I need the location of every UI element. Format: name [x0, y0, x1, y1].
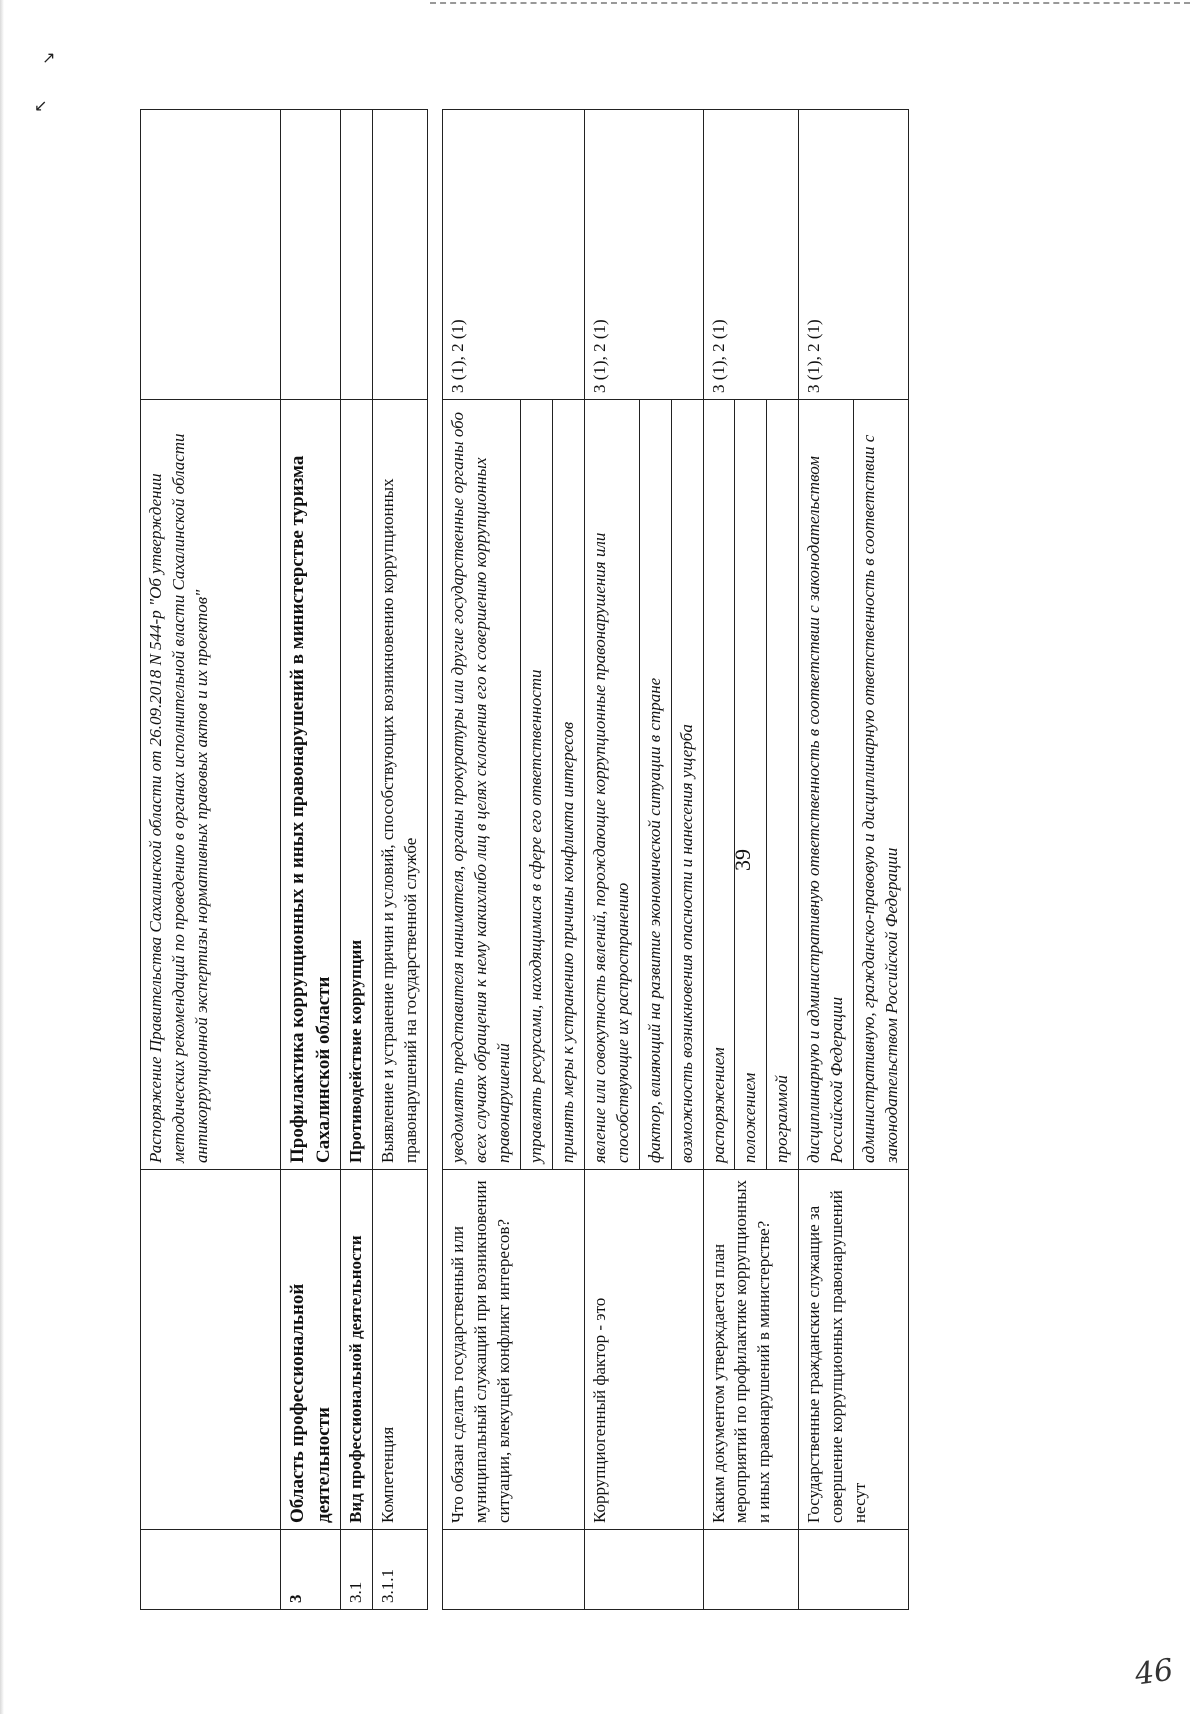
cell-kind-label: Вид профессиональной деятельности — [341, 1170, 373, 1530]
cell-area-value: Профилактика коррупционных и иных правонарушений в министерстве туризма Сахалинской области — [281, 400, 341, 1170]
question-text: Каким документом утверждается план мероприятий по профилактике коррупционных и иных правонарушений в министерстве? — [703, 1170, 799, 1530]
table-row-competence — [373, 110, 428, 1610]
cell-number: 3.1 — [341, 1530, 373, 1610]
scan-top-line — [430, 2, 1190, 4]
answer-option: уведомлять представителя нанимателя, органы прокуратуры или другие государственные органы обо всех случаях обращения к нему какихлибо лиц в целях склонения его к совершению коррупционных правонарушений — [443, 400, 521, 1170]
cell-competence-label: Компетенция — [373, 1170, 428, 1530]
cell-score — [341, 110, 373, 400]
answer-option: фактор, влияющий на развитие экономической ситуации в стране — [639, 400, 671, 1170]
scan-left-edge — [0, 0, 4, 1714]
cell-number — [799, 1530, 909, 1610]
answer-option: управлять ресурсами, находящимися в сфере его ответственности — [520, 400, 552, 1170]
question-score: 3 (1), 2 (1) — [443, 110, 585, 400]
question-row — [703, 110, 735, 1610]
cell-number — [703, 1530, 799, 1610]
question-text: Государственные гражданские служащие за совершение коррупционных правонарушений несут — [799, 1170, 909, 1530]
answer-option: дисциплинарную и административную ответственность в соответствии с законодательством Российской Федерации — [799, 400, 854, 1170]
answer-option: возможность возникновения опасности и нанесения ущерба — [671, 400, 703, 1170]
question-text: Коррупциогенный фактор - это — [584, 1170, 703, 1530]
question-row — [799, 110, 854, 1610]
question-row — [443, 110, 521, 1610]
table-row-area — [281, 110, 341, 1610]
cell-score — [281, 110, 341, 400]
rotated-page — [140, 110, 1130, 1610]
question-score: 3 (1), 2 (1) — [703, 110, 799, 400]
table-row-header — [141, 110, 281, 1610]
cell-kind-value: Противодействие коррупции — [341, 400, 373, 1170]
cell-number: 3 — [281, 1530, 341, 1610]
answer-option: явление или совокупность явлений, порождающие коррупционные правонарушения или способствующие их распространению — [584, 400, 639, 1170]
table-row-kind — [341, 110, 373, 1610]
cell-number — [443, 1530, 585, 1610]
question-text: Что обязан сделать государственный или муниципальный служащий при возникновении ситуации, влекущей конфликт интересов? — [443, 1170, 585, 1530]
answer-option: принять меры к устранению причины конфликта интересов — [552, 400, 584, 1170]
answer-option: административную, гражданско-правовую и дисциплинарную ответственность в соответствии с законодательством Российской Федерации — [854, 400, 909, 1170]
cell-number — [141, 1530, 281, 1610]
question-row — [584, 110, 639, 1610]
page-number: 39 — [730, 849, 755, 871]
cell-number — [584, 1530, 703, 1610]
scan-mark: ↙ — [34, 96, 48, 115]
cell-source-document: Распоряжение Правительства Сахалинской области от 26.09.2018 N 544-р "Об утверждении методических рекомендаций по проведению в органах исполнительной власти Сахалинской области антикоррупционной экспертизы нормативных правовых актов и их проектов" — [141, 400, 281, 1170]
cell-number: 3.1.1 — [373, 1530, 428, 1610]
question-score: 3 (1), 2 (1) — [799, 110, 909, 400]
cell-score — [141, 110, 281, 400]
answer-option: распоряжением — [703, 400, 735, 1170]
cell-question — [141, 1170, 281, 1530]
handwritten-page-note: 46 — [1132, 1652, 1176, 1693]
answer-option: положением — [735, 400, 767, 1170]
test-table — [140, 109, 909, 1610]
answer-option: программой — [767, 400, 799, 1170]
scan-mark: ↗ — [42, 48, 56, 67]
question-score: 3 (1), 2 (1) — [584, 110, 703, 400]
cell-area-label: Область профессиональной деятельности — [281, 1170, 341, 1530]
cell-score — [373, 110, 428, 400]
table-gap — [428, 110, 443, 1610]
cell-competence-value: Выявление и устранение причин и условий, способствующих возникновению коррупционных правонарушений на государственной службе — [373, 400, 428, 1170]
